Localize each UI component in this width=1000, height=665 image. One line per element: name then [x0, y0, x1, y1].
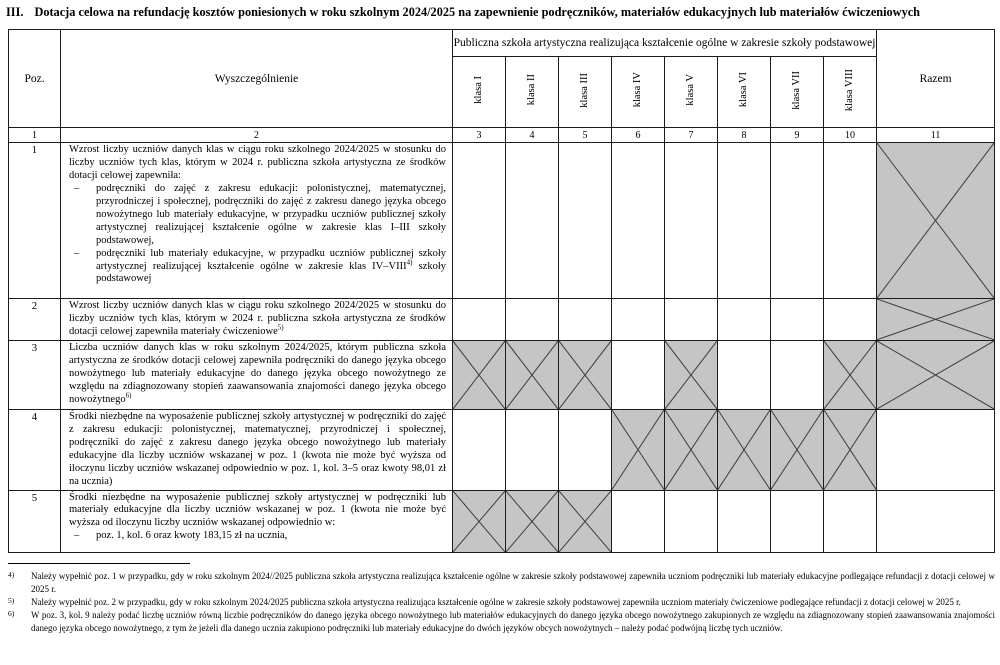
data-cell-crossed	[453, 490, 506, 552]
data-cell-empty	[506, 143, 559, 299]
data-cell-empty	[559, 143, 612, 299]
data-cell-crossed	[718, 410, 771, 490]
data-cell-empty	[665, 143, 718, 299]
data-cell-empty	[453, 410, 506, 490]
data-cell-crossed	[824, 410, 877, 490]
klasa-label: klasa IV	[631, 72, 643, 108]
list-dash-marker: –	[74, 183, 80, 195]
section-title-text: Dotacja celowa na refundację kosztów poniesionych w roku szkolnym 2024/2025 na zapewnienie podręczników, materiałów edukacyjnych lub materiałów ćwiczeniowych	[34, 5, 921, 19]
data-cell-crossed	[559, 341, 612, 410]
data-cell-empty	[718, 299, 771, 341]
data-cell-crossed	[877, 143, 995, 299]
row-description-list-item	[69, 248, 446, 287]
x-mark-icon	[824, 410, 876, 489]
data-cell-empty	[877, 410, 995, 490]
data-cell-empty	[718, 490, 771, 552]
footnote-marker: 5)	[8, 595, 15, 605]
column-number: 7	[665, 128, 718, 143]
data-cell-empty	[718, 143, 771, 299]
data-cell-crossed	[506, 490, 559, 552]
row-number-cell: 1	[9, 143, 61, 299]
table-row	[9, 410, 995, 490]
col-header-klasa-6	[718, 57, 771, 128]
column-number: 11	[877, 128, 995, 143]
data-cell-empty	[771, 143, 824, 299]
data-cell-empty	[771, 341, 824, 410]
list-dash-marker: –	[74, 247, 80, 259]
col-header-klasa-5	[665, 57, 718, 128]
data-cell-empty	[612, 490, 665, 552]
data-cell-empty	[506, 410, 559, 490]
data-cell-empty	[665, 299, 718, 341]
row-description-text: Liczba uczniów danych klas w roku szkolnym 2024/2025, którym publiczna szkoła artystyczna ze środków dotacji celowej zapewniła podręczniki do danego języka obcego nowożytnego lub materiały edukacyjne do danego języka obcego nowożytnego ze względu na zdiagnozowany stopień zaawansowania znajomości danego języka obcego nowożytnego$^{6)}$	[69, 342, 446, 405]
footnote	[8, 609, 995, 635]
section-title	[0, 0, 1000, 20]
x-mark-icon	[665, 410, 717, 489]
column-number: 4	[506, 128, 559, 143]
data-cell-crossed	[559, 490, 612, 552]
col-header-klasa-3	[559, 57, 612, 128]
x-mark-icon	[559, 341, 611, 409]
data-cell-empty	[612, 143, 665, 299]
col-header-klasa-1	[453, 57, 506, 128]
x-mark-icon	[612, 410, 664, 489]
x-mark-icon	[718, 410, 770, 489]
data-cell-empty	[506, 299, 559, 341]
klasa-label: klasa I	[472, 76, 484, 104]
data-cell-empty	[453, 143, 506, 299]
col-header-klasa-8	[824, 57, 877, 128]
column-number: 6	[612, 128, 665, 143]
footnote-marker: 4)	[8, 569, 15, 579]
data-cell-crossed	[453, 341, 506, 410]
table-row	[9, 490, 995, 552]
footnote-text: W poz. 3, kol. 9 należy podać liczbę uczniów równą liczbie podręczników do danego języka obcego nowożytnego lub materiałów edukacyjnych do danego języka obcego nowożytnego zakupionych ze względu na zdiagnozowany stopień zaawansowania znajomości danego języka obcego nowożytnego, z tym że jeżeli dla danego ucznia zakupiono podręczniki lub materiały edukacyjne do dwóch języków obcych nowożytnych – należy podać podwójną liczbę tych uczniów.	[31, 609, 995, 633]
footnote-text: Należy wypełnić poz. 2 w przypadku, gdy w roku szkolnym 2024/2025 publiczna szkoła artystyczna realizująca kształcenie ogólne w zakresie szkoły podstawowej zapewniła uczniom materiały ćwiczeniowe podlegające refundacji z dotacji celowej w 2025 r.	[31, 596, 961, 607]
data-cell-crossed	[612, 410, 665, 490]
data-cell-crossed	[506, 341, 559, 410]
x-mark-icon	[824, 341, 876, 409]
header-row-column-numbers	[9, 128, 995, 143]
col-header-razem: Razem	[877, 30, 995, 128]
klasa-label: klasa VII	[790, 70, 802, 110]
row-description-cell	[61, 490, 453, 552]
table-row	[9, 143, 995, 299]
row-description-cell	[61, 341, 453, 410]
x-mark-icon	[453, 341, 505, 409]
column-number: 9	[771, 128, 824, 143]
subsidy-refund-table	[8, 29, 995, 552]
list-item-text: podręczniki lub materiały edukacyjne, w przypadku uczniów publicznej szkoły artystycznej realizującej kształcenie ogólne w zakresie klas IV–VIII$^{4)}$ szkoły podstawowej	[96, 247, 446, 285]
footnote	[8, 596, 995, 609]
data-cell-crossed	[824, 341, 877, 410]
row-description-cell	[61, 299, 453, 341]
list-dash-marker: –	[74, 530, 80, 542]
x-mark-icon	[771, 410, 823, 489]
data-cell-empty	[718, 341, 771, 410]
row-description-text: Środki niezbędne na wyposażenie publicznej szkoły artystycznej w podręczniki lub materiały edukacyjne dla liczby uczniów wskazanej w poz. 1 (kwota nie może być wyższa od iloczynu liczby uczniów wskazanej odpowiednio w:	[69, 491, 446, 529]
klasa-label: klasa VI	[737, 72, 749, 108]
data-cell-empty	[612, 299, 665, 341]
data-cell-empty	[771, 490, 824, 552]
x-mark-icon	[877, 341, 994, 409]
row-description-text: Środki niezbędne na wyposażenie publicznej szkoły artystycznej w podręczniki do zajęć z zakresu edukacji: polonistycznej, matematycznej, przyrodniczej i społecznej, podręczniki do zajęć z zakresu danego języka obcego nowożytnego lub materiały edukacyjne dla liczby uczniów wskazanej w poz. 1 (kwota nie może być wyższa od iloczynu liczby uczniów wskazanej odpowiednio w poz. 1, kol. 3–5 oraz kwoty 98,01 zł na ucznia)	[69, 411, 446, 487]
x-mark-icon	[559, 491, 611, 552]
klasa-label: klasa V	[684, 74, 696, 106]
row-description-text: Wzrost liczby uczniów danych klas w ciągu roku szkolnego 2024/2025 w stosunku do liczby uczniów tych klas, którym w 2024 r. publiczna szkoła artystyczna ze środków dotacji celowej zapewniła:	[69, 144, 446, 182]
table-row	[9, 341, 995, 410]
data-cell-empty	[824, 143, 877, 299]
data-cell-empty	[453, 299, 506, 341]
x-mark-icon	[665, 341, 717, 409]
row-number-cell: 4	[9, 410, 61, 490]
data-cell-empty	[559, 299, 612, 341]
column-number: 5	[559, 128, 612, 143]
row-number-cell: 3	[9, 341, 61, 410]
footnote-text: Należy wypełnić poz. 1 w przypadku, gdy w roku szkolnym 2024//2025 publiczna szkoła artystyczna realizująca kształcenie ogólne w zakresie szkoły podstawowej zapewniła uczniom podręczniki lub materiały edukacyjne podlegające refundacji z dotacji celowej w 2025 r.	[31, 570, 995, 594]
column-number: 2	[61, 128, 453, 143]
col-header-klasa-2	[506, 57, 559, 128]
footnote	[8, 570, 995, 596]
col-header-poz: Poz.	[9, 30, 61, 128]
row-number-cell: 5	[9, 490, 61, 552]
data-cell-crossed	[877, 299, 995, 341]
footnote-separator	[8, 563, 190, 564]
data-cell-empty	[612, 341, 665, 410]
data-cell-empty	[824, 299, 877, 341]
data-cell-crossed	[877, 341, 995, 410]
row-number-cell: 2	[9, 299, 61, 341]
data-cell-crossed	[771, 410, 824, 490]
footnote-marker: 6)	[8, 608, 15, 618]
x-mark-icon	[877, 299, 994, 340]
klasa-label: klasa III	[578, 72, 590, 108]
data-cell-empty	[877, 490, 995, 552]
data-cell-crossed	[665, 410, 718, 490]
header-row-top	[9, 30, 995, 57]
column-number: 10	[824, 128, 877, 143]
data-cell-empty	[771, 299, 824, 341]
column-number: 3	[453, 128, 506, 143]
data-cell-empty	[824, 490, 877, 552]
col-header-klasa-7	[771, 57, 824, 128]
row-description-cell	[61, 410, 453, 490]
klasa-label: klasa II	[525, 74, 537, 106]
x-mark-icon	[877, 143, 994, 298]
row-description-cell	[61, 143, 453, 299]
x-mark-icon	[506, 491, 558, 552]
column-number: 8	[718, 128, 771, 143]
table-row	[9, 299, 995, 341]
col-header-wyszczegolnienie: Wyszczególnienie	[61, 30, 453, 128]
data-cell-crossed	[665, 341, 718, 410]
col-group-header-school: Publiczna szkoła artystyczna realizująca kształcenie ogólne w zakresie szkoły podstawowej	[453, 30, 877, 57]
row-description-text: Wzrost liczby uczniów danych klas w ciągu roku szkolnego 2024/2025 w stosunku do liczby uczniów tych klas, którym w 2024 r. publiczna szkoła artystyczna ze środków dotacji celowej zapewniła materiały ćwiczeniowe$^{5)}$	[69, 300, 446, 338]
col-header-klasa-4	[612, 57, 665, 128]
column-number: 1	[9, 128, 61, 143]
row-description-list-item	[69, 530, 446, 543]
data-cell-empty	[559, 410, 612, 490]
list-item-text: podręczniki do zajęć z zakresu edukacji: polonistycznej, matematycznej, przyrodniczej i społecznej, podręczniki do zajęć z zakresu danego języka obcego nowożytnego lub materiały edukacyjne, w przypadku uczniów publicznej szkoły artystycznej realizującej kształcenie ogólne w zakresie klas I–III szkoły podstawowej,	[96, 183, 446, 246]
row-description-list-item	[69, 183, 446, 248]
x-mark-icon	[453, 491, 505, 552]
klasa-label: klasa VIII	[843, 68, 855, 111]
list-item-text: poz. 1, kol. 6 oraz kwoty 183,15 zł na ucznia,	[96, 530, 288, 542]
x-mark-icon	[506, 341, 558, 409]
footnotes	[0, 570, 1000, 635]
table-body	[9, 143, 995, 552]
section-number: III.	[6, 5, 24, 19]
data-cell-empty	[665, 490, 718, 552]
